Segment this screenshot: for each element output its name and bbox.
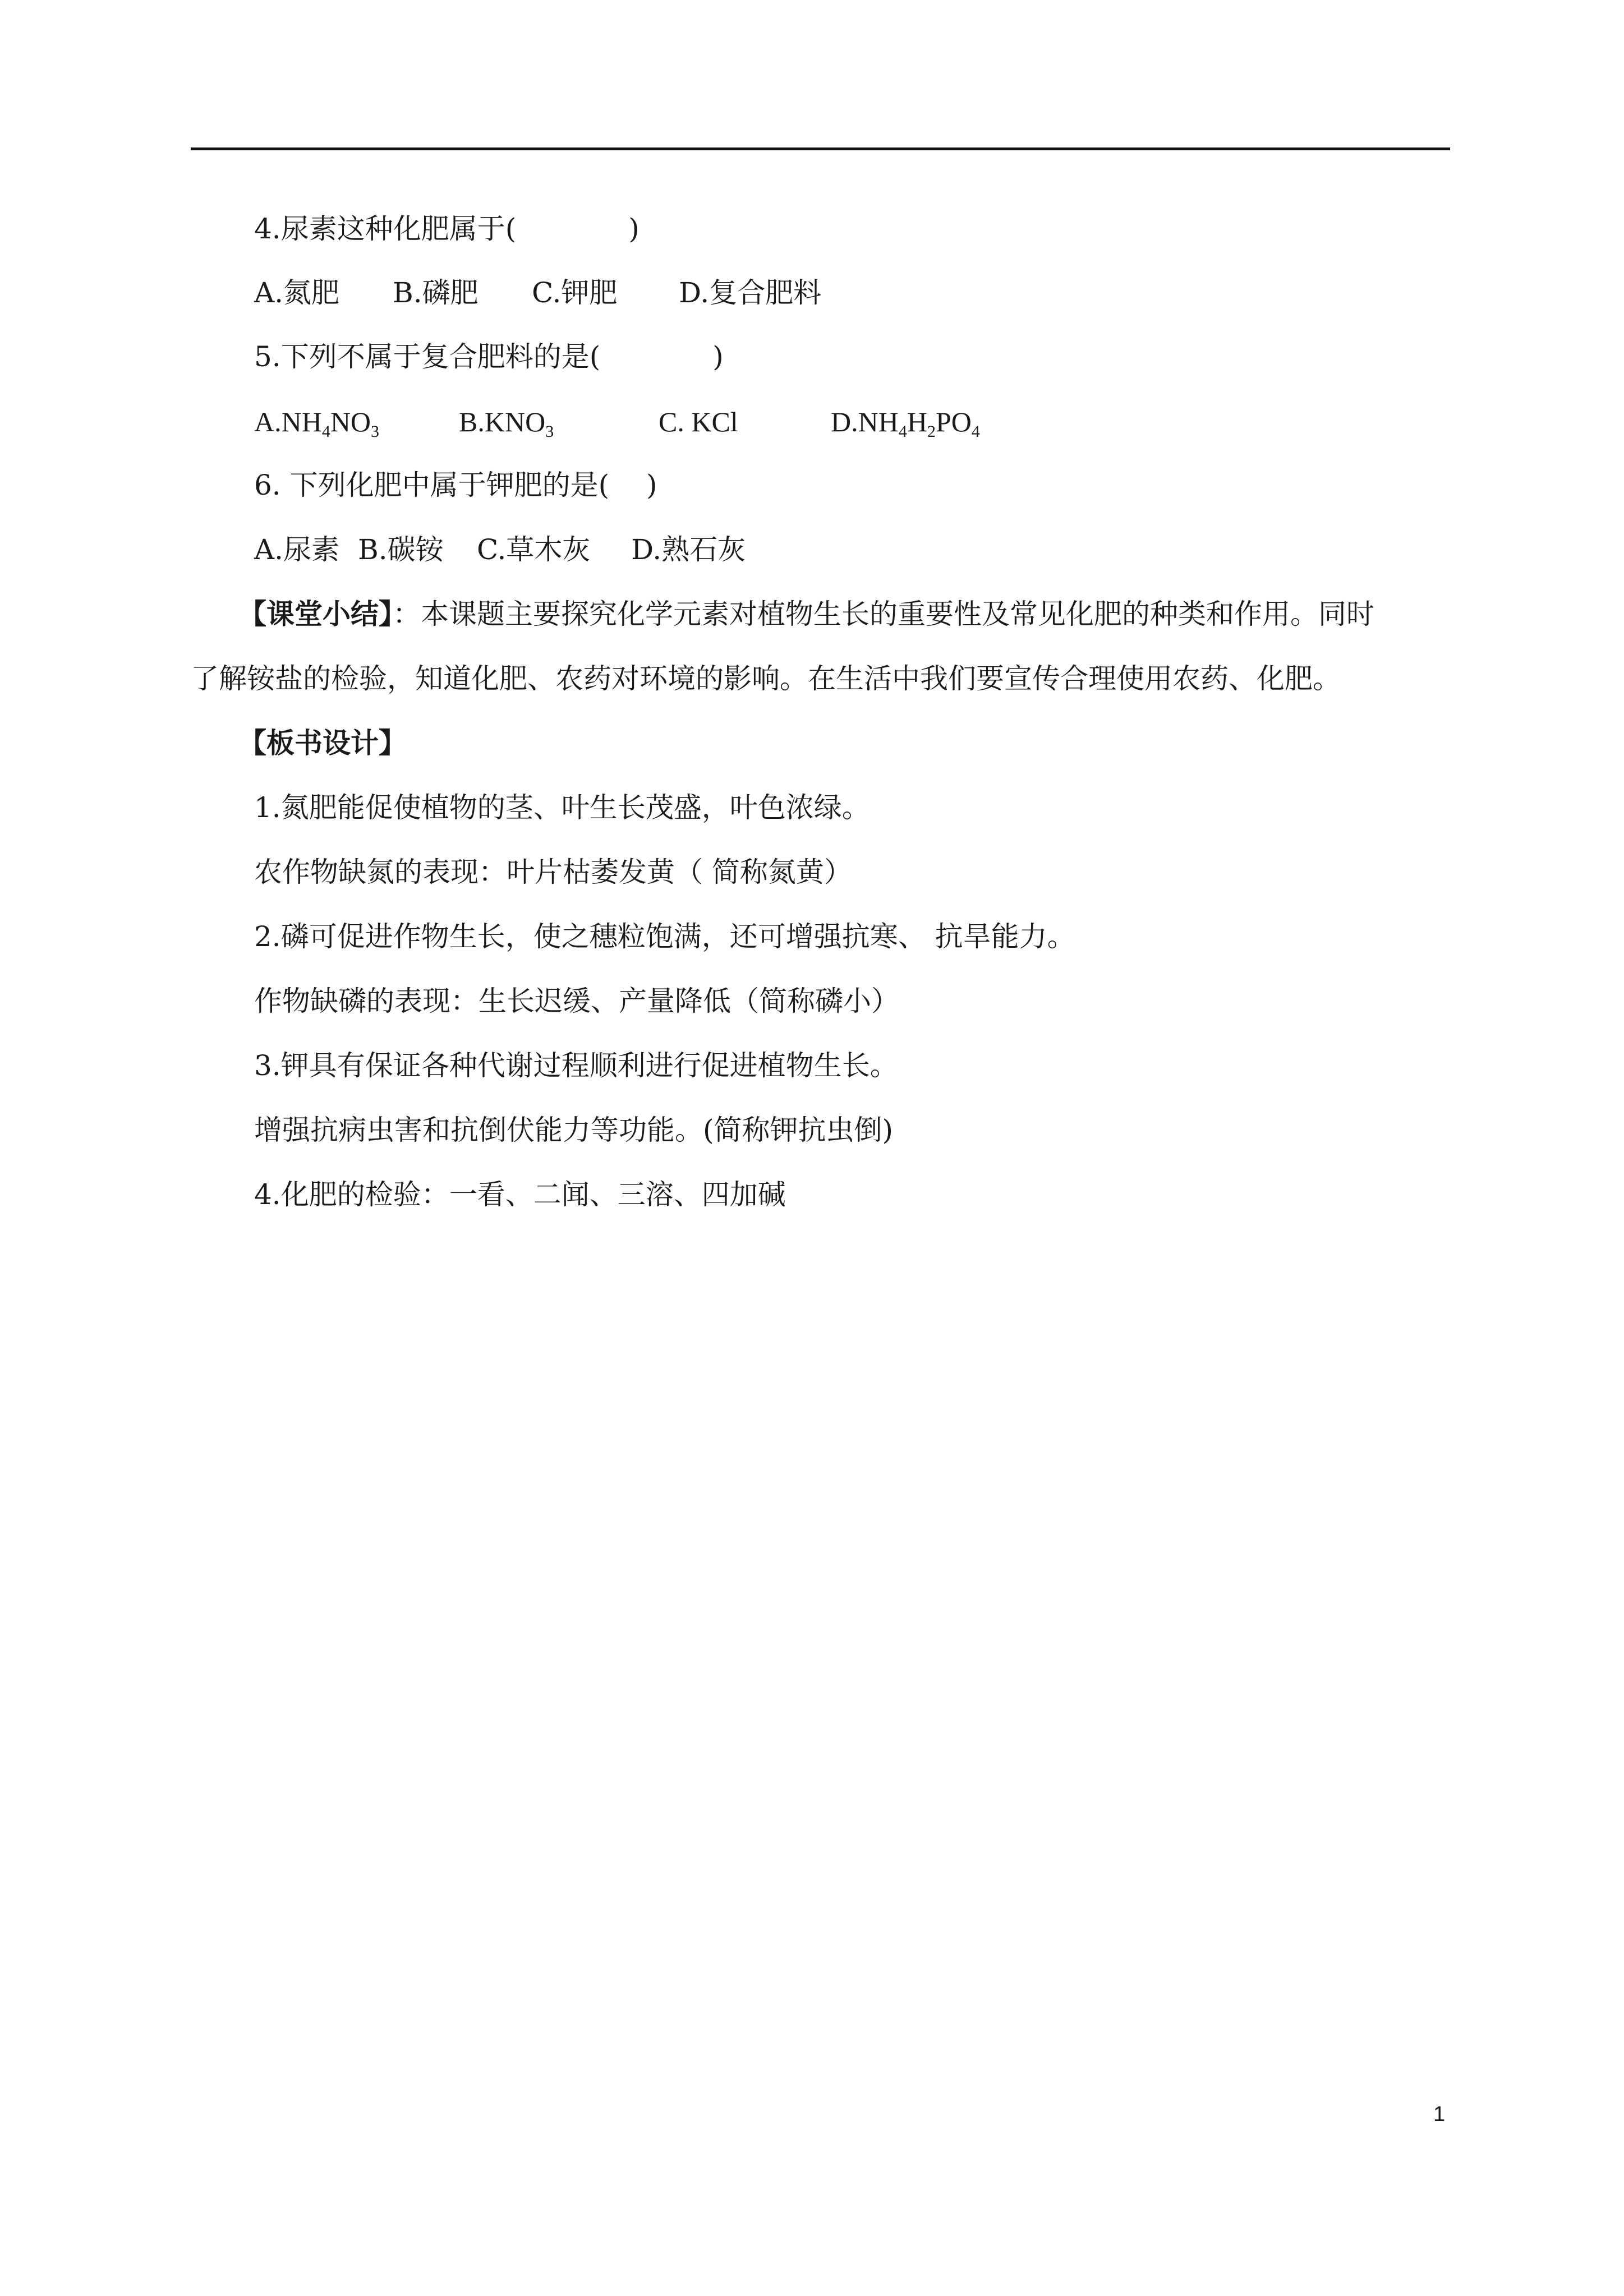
option-c: C.钾肥 [532, 276, 618, 309]
board-line: 农作物缺氮的表现：叶片枯萎发黄（ 简称氮黄） [254, 856, 852, 888]
option-d: D.复合肥料 [679, 276, 822, 309]
board-line: 4.化肥的检验：一看、二闻、三溶、四加碱 [254, 1178, 786, 1211]
header-rule [191, 147, 1450, 150]
option-c: C. KCl [659, 406, 738, 437]
option-b: $B.KNO_3$ [459, 406, 554, 441]
summary-text: ：本课题主要探究化学元素对植物生长的重要性及常见化肥的种类和作用。同时 [393, 598, 1374, 630]
option-a: $A.NH_4NO_3$ [254, 406, 380, 441]
summary-paragraph-line-1 [238, 597, 1374, 631]
board-line: 3.钾具有保证各种代谢过程顺利进行促进植物生长。 [254, 1049, 898, 1082]
question-6-options [254, 533, 746, 566]
question-5-stem: 5.下列不属于复合肥料的是( ) [254, 340, 724, 373]
question-6-stem: 6. 下列化肥中属于钾肥的是( ) [254, 469, 657, 501]
option-b: B.磷肥 [393, 276, 479, 309]
board-line: 作物缺磷的表现：生长迟缓、产量降低（简称磷小） [254, 985, 899, 1017]
option-b: B.碳铵 [358, 533, 444, 566]
board-line: 2.磷可促进作物生长，使之穗粒饱满，还可增强抗寒、 抗旱能力。 [254, 920, 1075, 953]
option-a: A.尿素 [254, 533, 340, 566]
option-d: $D.NH_4H_2PO_4$ [831, 406, 980, 441]
option-a: A.氮肥 [254, 276, 340, 309]
page-number: 1 [1433, 2103, 1446, 2126]
option-d: D.熟石灰 [631, 533, 746, 566]
board-line: 1.氮肥能促使植物的茎、叶生长茂盛，叶色浓绿。 [254, 791, 870, 824]
option-c: C.草木灰 [477, 533, 591, 566]
board-heading: 【板书设计】 [238, 726, 407, 759]
summary-heading: 【课堂小结】 [238, 597, 393, 630]
question-5-options [254, 405, 980, 439]
summary-paragraph-line-2: 了解铵盐的检验，知道化肥、农药对环境的影响。在生活中我们要宣传合理使用农药、化肥。 [191, 662, 1341, 695]
question-4-options [254, 276, 821, 310]
question-4-stem: 4.尿素这种化肥属于( ) [254, 213, 640, 245]
board-line: 增强抗病虫害和抗倒伏能力等功能。(简称钾抗虫倒) [254, 1114, 894, 1146]
